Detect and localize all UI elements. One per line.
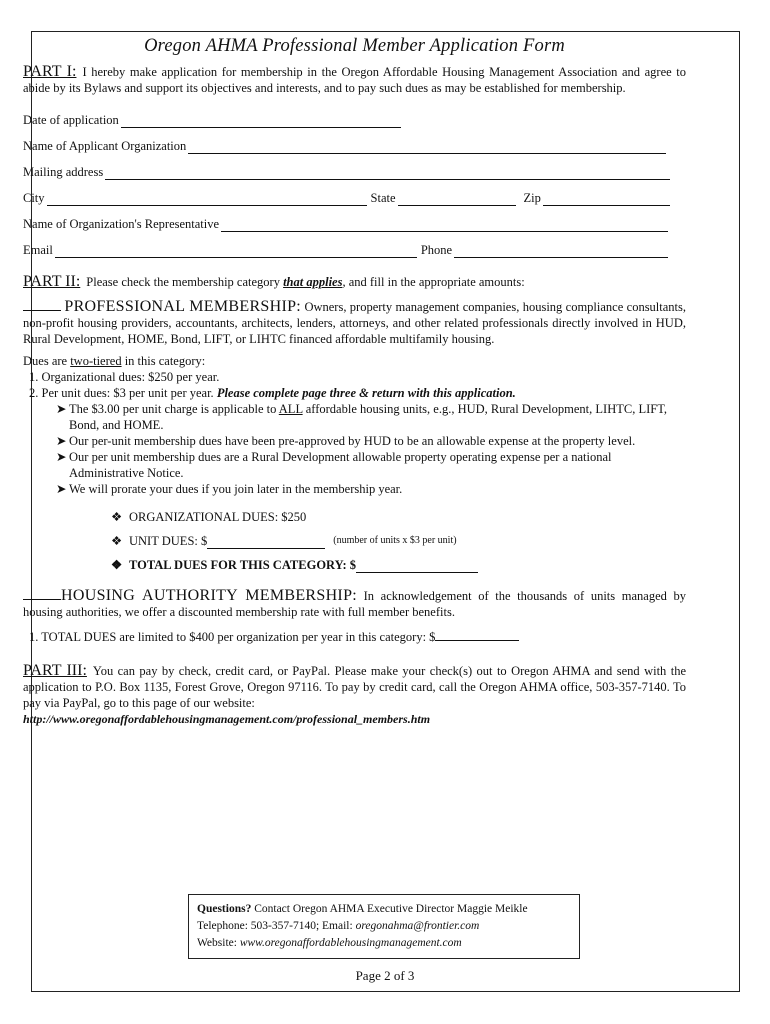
date-field[interactable]	[121, 114, 401, 128]
representative-row	[23, 206, 686, 232]
dues-item-1: 1. Organizational dues: $250 per year.	[29, 370, 220, 384]
dues-list	[23, 369, 686, 497]
mailing-label: Mailing address	[23, 165, 104, 179]
part2-paragraph	[23, 274, 686, 290]
part2-text: Please check the membership category	[86, 275, 284, 289]
arrow-bullet-icon: ➤	[56, 482, 67, 496]
housing-item-1	[23, 628, 686, 645]
arrow-bullet-icon: ➤	[56, 450, 67, 464]
part3-paragraph	[23, 663, 686, 711]
date-row	[23, 102, 686, 128]
dues-intro-after: in this category:	[121, 354, 206, 368]
professional-checkbox[interactable]	[23, 298, 61, 311]
city-row	[23, 180, 686, 206]
website-label: Website:	[197, 937, 237, 949]
mailing-row	[23, 154, 686, 180]
dues-item-2-text: 2. Per unit dues: $3 per unit per year.	[29, 386, 214, 400]
professional-paragraph	[23, 298, 686, 347]
questions-text: Contact Oregon AHMA Executive Director Maggie Meikle	[254, 903, 528, 915]
part2-emphasis: that applies	[283, 275, 343, 289]
housing-total-field[interactable]	[435, 628, 519, 641]
email-label: Email	[23, 243, 53, 257]
professional-heading: PROFESSIONAL MEMBERSHIP:	[64, 298, 302, 315]
phone-label: Phone	[420, 243, 453, 257]
state-label: State	[370, 191, 396, 205]
page-title: Oregon AHMA Professional Member Application Form	[144, 36, 565, 56]
bullet-item-4	[23, 481, 686, 497]
website-link[interactable]: http://www.oregonaffordablehousingmanagement.com/professional_members.htm	[23, 712, 431, 726]
org-dues-text: ORGANIZATIONAL DUES: $250	[129, 510, 307, 524]
part1-heading: PART I:	[23, 63, 77, 80]
zip-field[interactable]	[543, 192, 670, 206]
unit-dues-text: UNIT DUES: $	[129, 534, 208, 548]
zip-label: Zip	[523, 191, 541, 205]
dues-item-2-bold: Please complete page three & return with this application.	[216, 386, 516, 400]
total-dues-row	[23, 549, 686, 573]
representative-label: Name of Organization's Representative	[23, 217, 220, 231]
organization-field[interactable]	[188, 140, 666, 154]
organization-label: Name of Applicant Organization	[23, 139, 187, 153]
state-field[interactable]	[398, 192, 516, 206]
part1-text: I hereby make application for membership in the Oregon Affordable Housing Management Association and agree to abide by its Bylaws and support its objectives and interests, and to pay such dues as may be established for membership.	[23, 65, 687, 95]
city-label: City	[23, 191, 45, 205]
contact-box	[188, 894, 580, 959]
dues-underlined: two-tiered	[70, 354, 122, 368]
housing-item-text: 1. TOTAL DUES are limited to $400 per organization per year in this category: $	[29, 630, 436, 644]
housing-description: In acknowledgement of the thousands of units managed by housing authorities, we offer a discounted membership rate with full member benefits.	[23, 589, 687, 619]
part2-text-after: , and fill in the appropriate amounts:	[342, 275, 525, 289]
contact-email-link[interactable]: oregonahma@frontier.com	[355, 920, 480, 932]
arrow-bullet-icon: ➤	[56, 434, 67, 448]
bullet-item-1	[23, 401, 686, 433]
page-number: Page 2 of 3	[355, 968, 415, 983]
bullet-1-text: The $3.00 per unit charge is applicable to	[69, 402, 279, 416]
diamond-bullet-icon: ❖	[111, 534, 123, 548]
form-body	[23, 38, 686, 727]
part2-heading: PART II:	[23, 273, 81, 290]
organization-row	[23, 128, 686, 154]
unit-dues-row	[23, 525, 686, 549]
contact-website-link[interactable]: www.oregonaffordablehousingmanagement.com	[239, 937, 462, 949]
professional-description: Owners, property management companies, housing compliance consultants, non-profit housing providers, accountants, architects, lenders, attorneys, and other related professionals directly involved in HUD, Rural Development, HOME, Bond, LIFT, or LIHTC financed affordable multifamily housing.	[23, 300, 687, 346]
dues-item-2	[23, 385, 686, 401]
phone-field[interactable]	[454, 244, 668, 258]
part3-text: You can pay by check, credit card, or PayPal. Please make your check(s) out to Oregon AHMA and send with the application to P.O. Box 1135, Forest Grove, Oregon 97116. To pay by credit card, call the Oregon AHMA office, 503-357-7140. To pay via PayPal, go to this page of our website:	[23, 664, 687, 710]
part3-heading: PART III:	[23, 662, 87, 679]
contact-telephone	[197, 918, 571, 935]
diamond-bullet-icon: ❖	[111, 510, 123, 524]
housing-checkbox[interactable]	[23, 587, 61, 600]
email-row	[23, 232, 686, 258]
date-label: Date of application	[23, 113, 119, 127]
bullet-4-text: We will prorate your dues if you join later in the membership year.	[69, 482, 403, 496]
unit-dues-note: (number of units x $3 per unit)	[333, 535, 457, 546]
bullet-3-text: Our per unit membership dues are a Rural Development allowable property operating expense per a national Administrative Notice.	[69, 450, 612, 480]
part1-paragraph	[23, 64, 686, 96]
unit-dues-field[interactable]	[207, 536, 325, 549]
housing-paragraph	[23, 587, 686, 620]
questions-label: Questions?	[197, 903, 252, 915]
contact-website	[197, 935, 571, 952]
org-dues-row	[23, 501, 686, 525]
total-dues-field[interactable]	[356, 560, 478, 573]
email-field[interactable]	[55, 244, 417, 258]
telephone-text: Telephone: 503-357-7140; Email:	[197, 920, 353, 932]
bullet-item-3	[23, 449, 686, 481]
contact-questions	[197, 901, 571, 918]
housing-heading: HOUSING AUTHORITY MEMBERSHIP:	[61, 587, 358, 604]
bullet-1-after: affordable housing units, e.g., HUD, Rural Development, LIHTC, LIFT, Bond, and HOME.	[69, 402, 668, 432]
diamond-bullet-icon: ❖	[111, 558, 123, 572]
city-field[interactable]	[47, 192, 367, 206]
mailing-field[interactable]	[105, 166, 670, 180]
bullet-item-2	[23, 433, 686, 449]
representative-field[interactable]	[221, 218, 668, 232]
dues-intro	[23, 353, 686, 369]
arrow-bullet-icon: ➤	[56, 402, 67, 416]
bullet-2-text: Our per-unit membership dues have been pre-approved by HUD to be an allowable expense at the property level.	[69, 434, 636, 448]
total-dues-text: TOTAL DUES FOR THIS CATEGORY: $	[129, 558, 357, 572]
dues-intro-text: Dues are	[23, 354, 71, 368]
bullet-1-underlined: ALL	[278, 402, 303, 416]
